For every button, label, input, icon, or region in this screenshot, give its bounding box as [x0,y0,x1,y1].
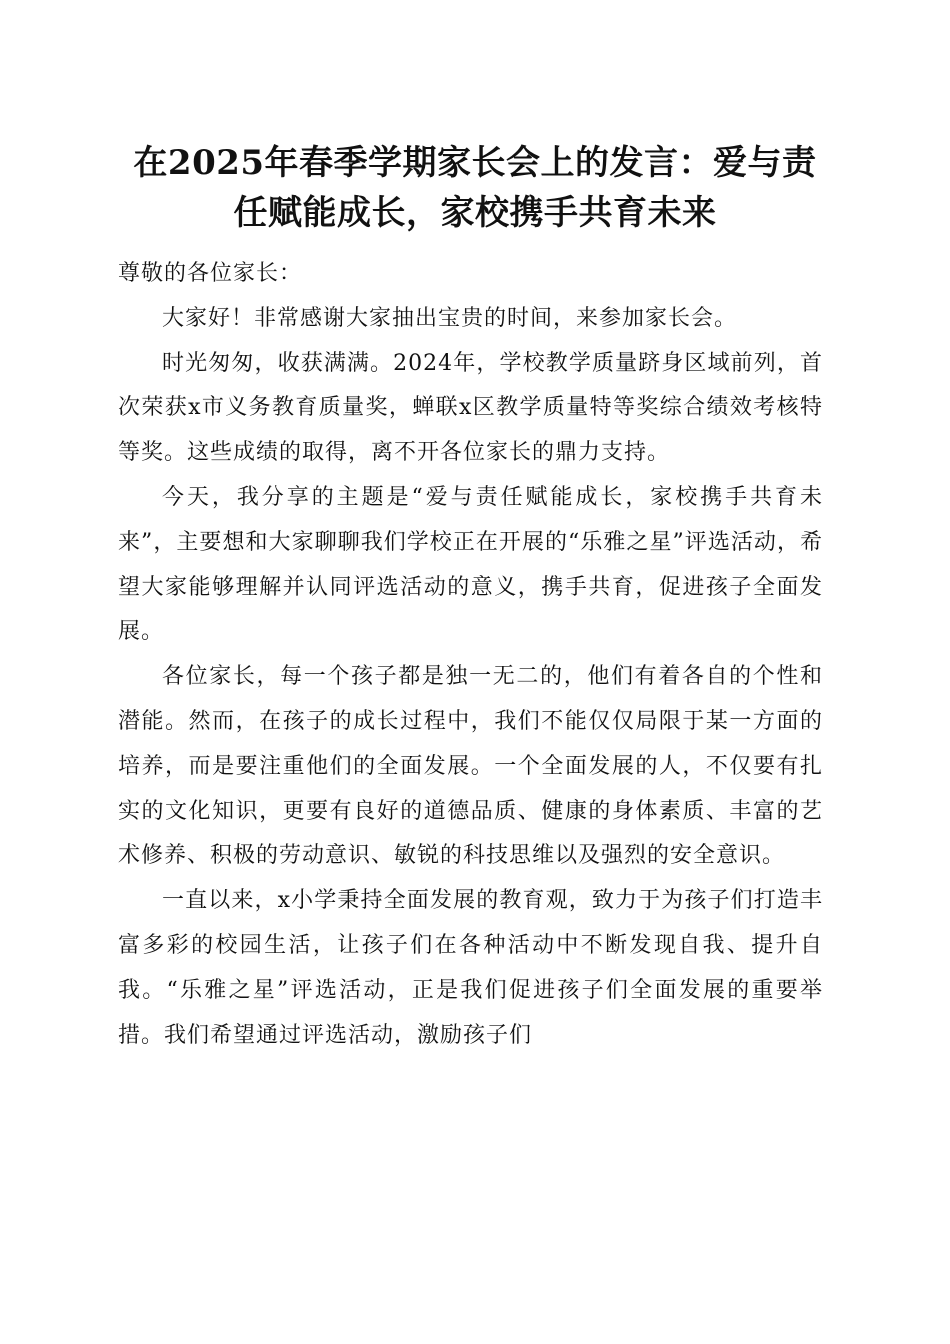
paragraph-greeting: 大家好！非常感谢大家抽出宝贵的时间，来参加家长会。 [162,305,738,331]
paragraph-theme: 今天，我分享的主题是“爱与责任赋能成长，家校携手共育未来”，主要想和大家聊聊我们学校正在开展的“乐雅之星”评选活动，希望大家能够理解并认同评选活动的意义，携手共育，促进孩子全面发展。 [118,484,823,645]
document-body [118,252,823,1058]
title-line-2: 任赋能成长，家校携手共育未来 [233,193,717,233]
document-title [118,138,832,238]
paragraph-achievements: 时光匆匆，收获满满。2024年，学校教学质量跻身区域前列，首次荣获x市义务教育质量奖，蝉联x区教学质量特等奖综合绩效考核特等奖。这些成绩的取得，离不开各位家长的鼎力支持。 [118,350,823,466]
paragraph-school-philosophy: 一直以来，x小学秉持全面发展的教育观，致力于为孩子们打造丰富多彩的校园生活，让孩子们在各种活动中不断发现自我、提升自我。“乐雅之星”评选活动，正是我们促进孩子们全面发展的重要举措。我们希望通过评选活动，激励孩子们 [118,888,823,1048]
salutation: 尊敬的各位家长： [118,261,303,286]
title-line-1: 在2025年春季学期家长会上的发言：爱与责 [133,143,817,183]
paragraph-development: 各位家长，每一个孩子都是独一无二的，他们有着各自的个性和潜能。然而，在孩子的成长过程中，我们不能仅仅局限于某一方面的培养，而是要注重他们的全面发展。一个全面发展的人，不仅要有扎实的文化知识，更要有良好的道德品质、健康的身体素质、丰富的艺术修养、积极的劳动意识、敏锐的科技思维以及强烈的安全意识。 [118,664,823,869]
